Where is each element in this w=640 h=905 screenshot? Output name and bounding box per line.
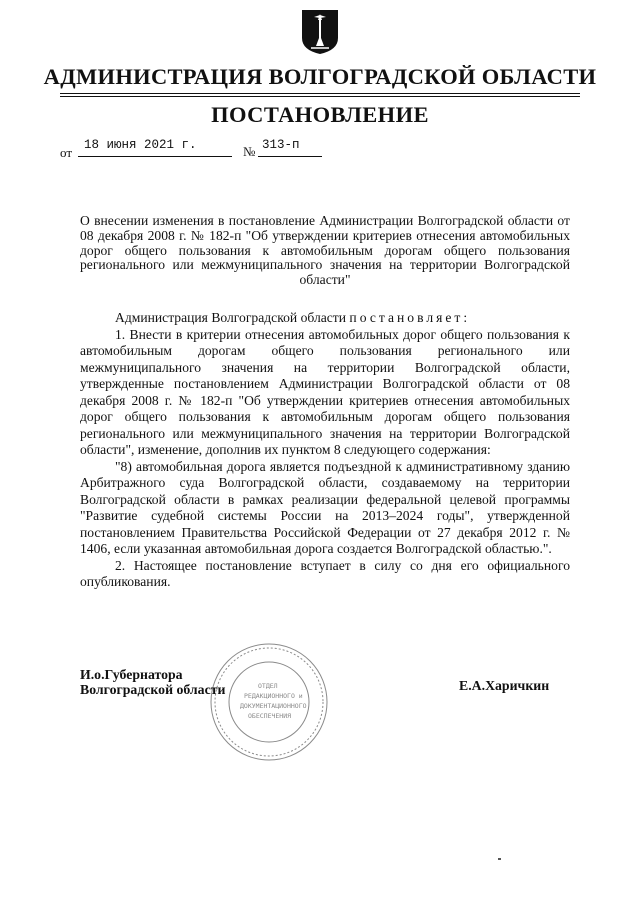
resolution-intro [80,310,570,327]
date-prefix: от [60,145,73,160]
signatory-position [80,668,225,698]
header-rule [60,93,580,94]
administration-title: АДМИНИСТРАЦИЯ ВОЛГОГРАДСКОЙ ОБЛАСТИ [43,64,597,89]
intro-verb: постановляет: [349,310,471,325]
document-subject: О внесении изменения в постановление Администрации Волгоградской области от 08 декабря 2008 г. № 182-п "Об утверждении критериев отнесения автомобильных дорог общего пользования к автомобильным дорогам общего пользования регионального или межмуниципального значения на территории Волгоградской области" [80,213,570,288]
official-stamp-icon [206,640,332,764]
stamp-line-1: ОТДЕЛ [258,682,278,690]
document-number: 313-п [262,138,300,152]
intro-prefix: Администрация Волгоградской области [115,310,347,325]
signatory-position-line-1: И.о.Губернатора [80,667,183,682]
signatory-position-line-2: Волгоградской области [80,681,226,697]
stamp-line-3: ДОКУМЕНТАЦИОННОГО [240,702,307,710]
signatory-name: Е.А.Харичкин [459,678,550,693]
header-rule-thin [60,96,580,97]
stamp-line-4: ОБЕСПЕЧЕНИЯ [248,712,292,720]
document-date: 18 июня 2021 г. [84,138,197,152]
number-prefix: № [243,144,256,159]
scan-mark [498,858,501,860]
coat-of-arms-icon [300,8,340,56]
stamp-line-2: РЕДАКЦИОННОГО и [244,692,303,700]
document-type: ПОСТАНОВЛЕНИЕ [211,102,429,127]
paragraph-item-8: "8) автомобильная дорога является подъездной к административному зданию Арбитражного суда Волгоградской области, создаваемому на территории Волгоградской области в рамках реализации федеральной целевой программы "Развитие судебной системы России на 2013–2024 годы", утвержденной постановлением Правительства Российской Федерации от 27 декабря 2012 г. № 1406, если указанная автомобильная дорога создается Волгоградской областью.". [80,458,570,556]
document-body [80,310,570,591]
paragraph-item-2: 2. Настоящее постановление вступает в силу со дня его официального опубликования. [80,557,570,589]
paragraph-item-1: 1. Внести в критерии отнесения автомобильных дорог общего пользования к автомобильным дорогам общего пользования регионального или межмуниципального значения на территории Волгоградской области, утвержденные постановлением Администрации Волгоградской области от 08 декабря 2008 г. № 182-п "Об утверждении критериев отнесения автомобильных дорог общего пользования к автомобильным дорогам общего пользования регионального или межмуниципального значения на территории Волгоградской области", изменение, дополнив их пунктом 8 следующего содержания: [80,326,570,457]
